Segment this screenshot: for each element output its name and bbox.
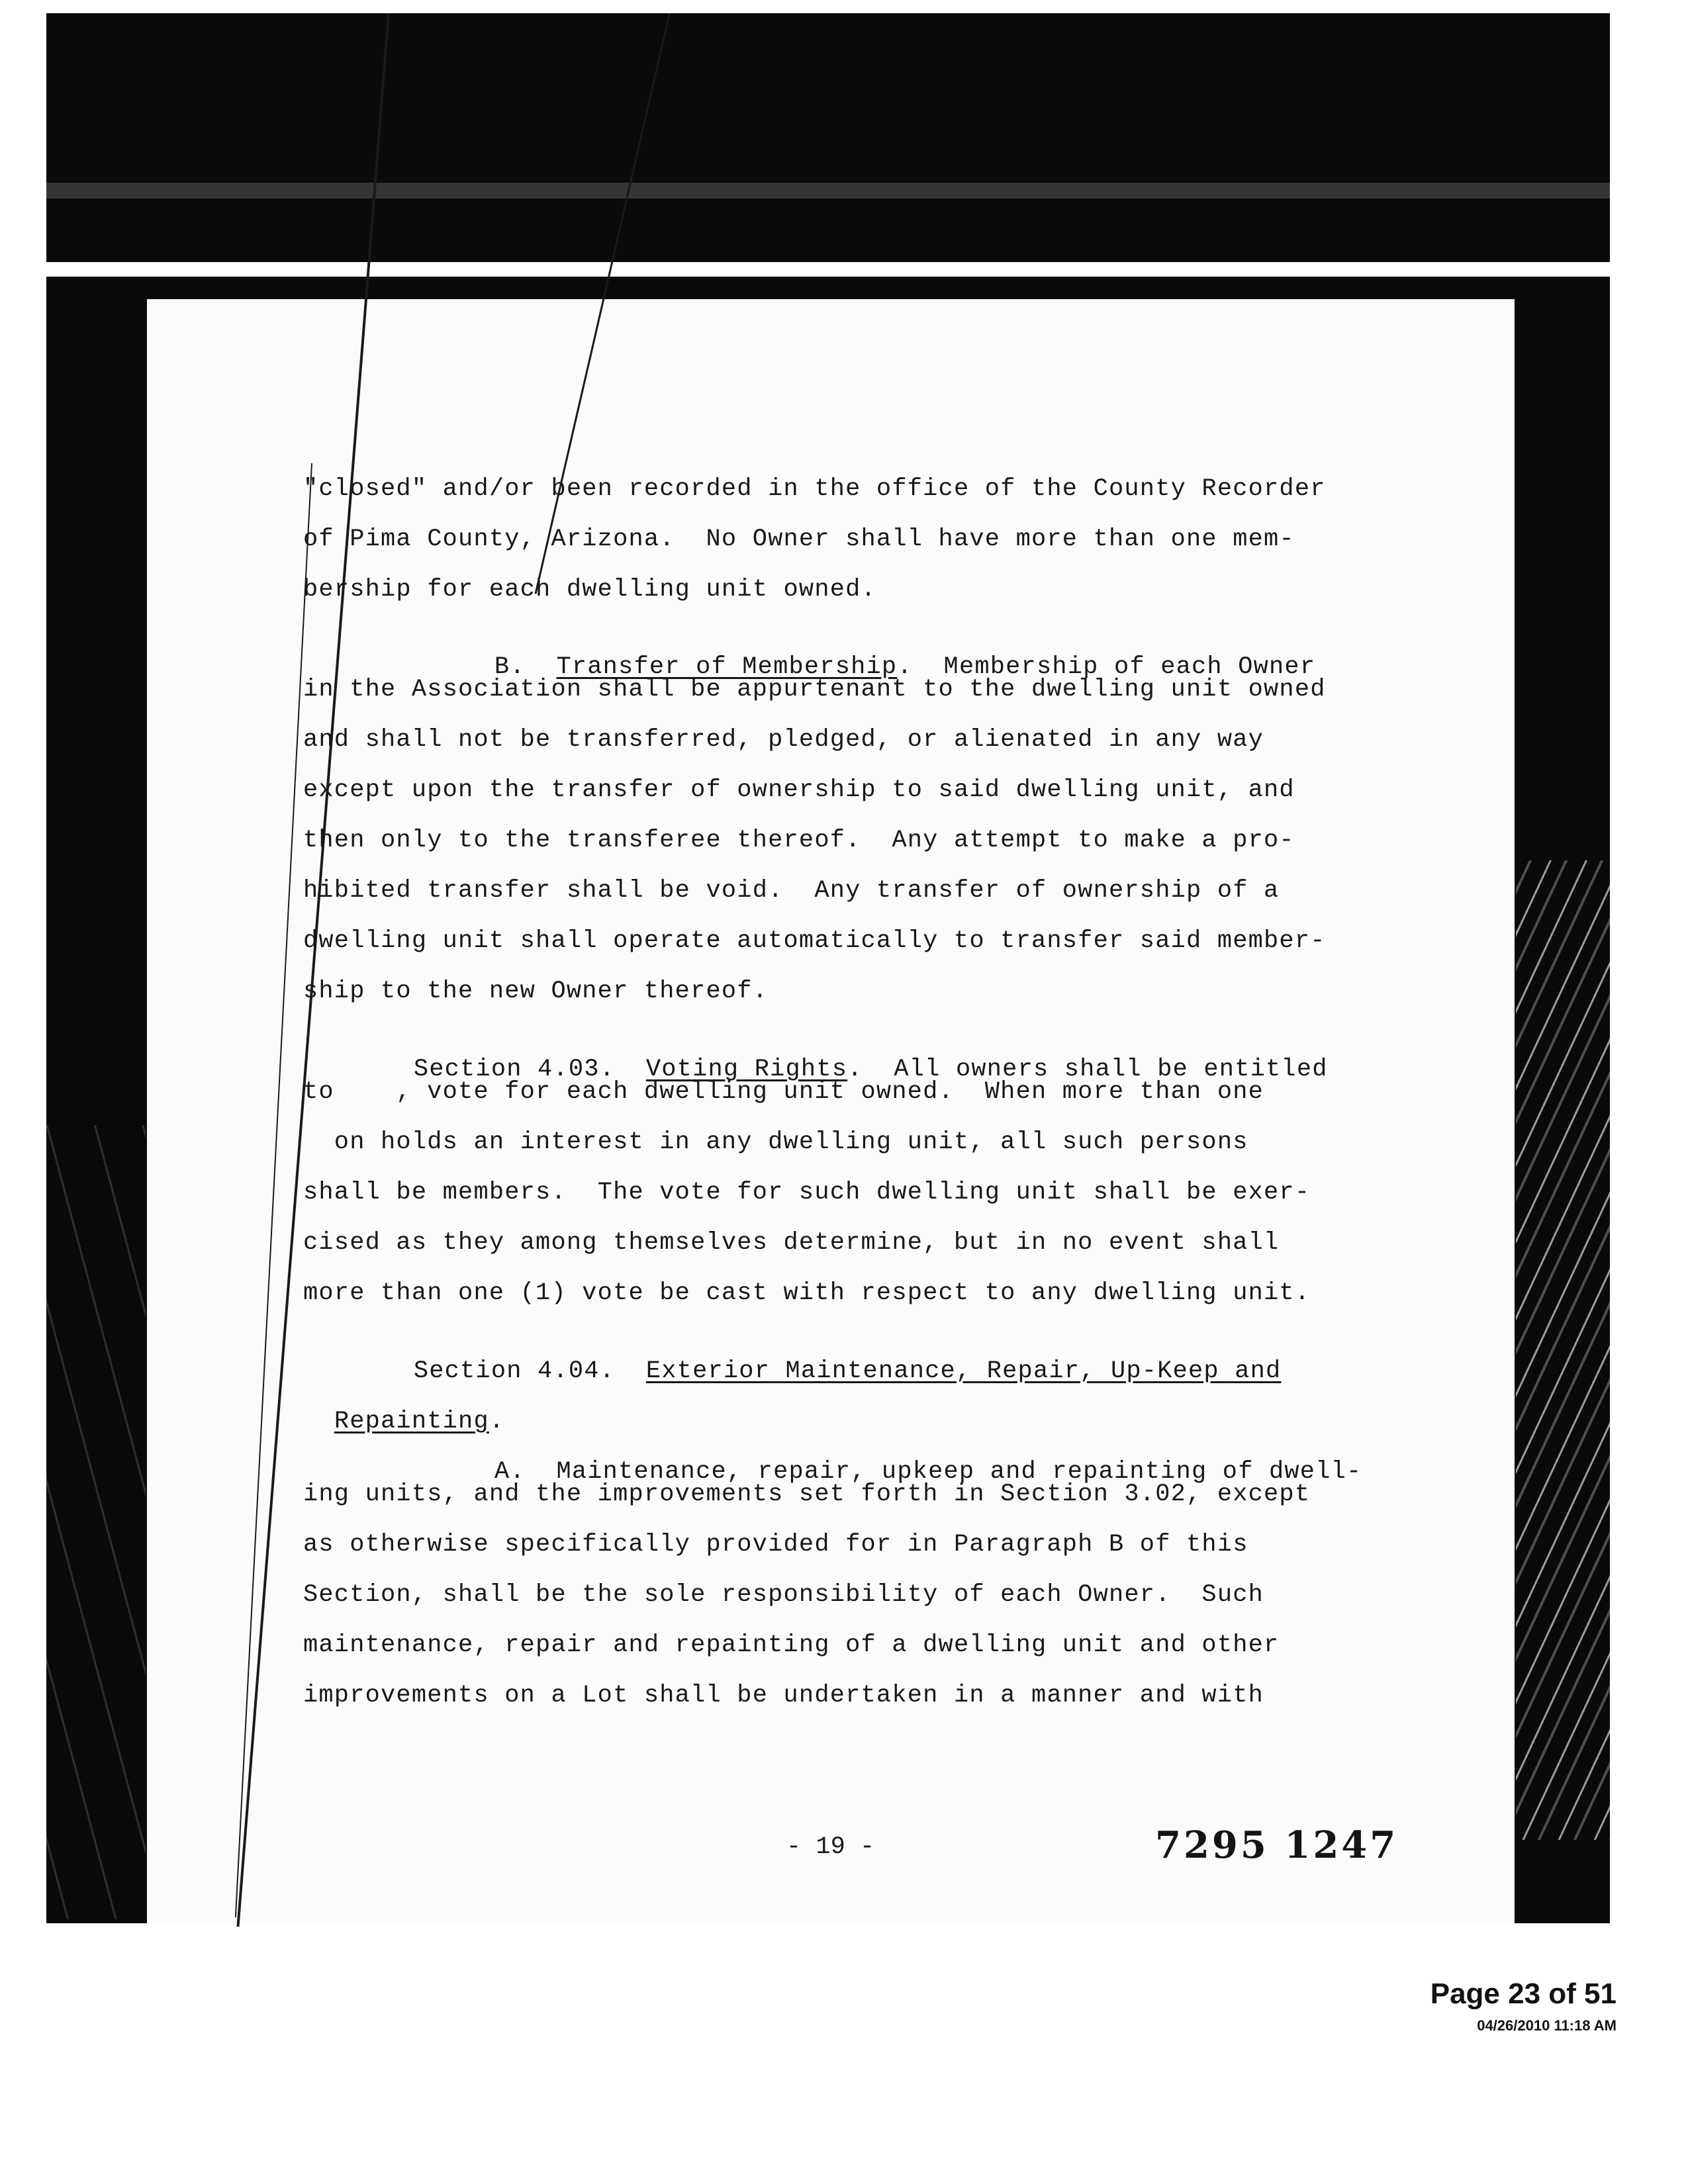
body-line-8: then only to the transferee thereof. Any attempt to make a pro- xyxy=(303,827,1295,854)
subsection-a-text: Maintenance, repair, upkeep and repainting of dwell- xyxy=(556,1458,1362,1486)
body-line-10: dwelling unit shall operate automatically to transfer said member- xyxy=(303,927,1326,955)
document-page-number: - 19 - xyxy=(786,1833,875,1861)
body-line-23: Section, shall be the sole responsibility of each Owner. Such xyxy=(303,1581,1264,1609)
body-line-13: to , vote for each dwelling unit owned. When more than one xyxy=(303,1078,1264,1106)
body-line-3: bership for each dwelling unit owned. xyxy=(303,576,876,604)
subsection-b-marker: B. xyxy=(494,653,526,681)
body-line-15: shall be members. The vote for such dwelling unit shall be exer- xyxy=(303,1179,1311,1206)
repainting-heading: Repainting xyxy=(334,1408,489,1435)
subsection-b-text: . Membership of each Owner xyxy=(897,653,1316,681)
subsection-b-line xyxy=(463,625,1315,681)
scan-streak xyxy=(46,183,1610,199)
recording-book-page-stamp: 7295 1247 xyxy=(1155,1823,1399,1867)
body-line-17: more than one (1) vote be cast with respect to any dwelling unit. xyxy=(303,1279,1311,1307)
body-line-22: as otherwise specifically provided for in Paragraph B of this xyxy=(303,1531,1248,1559)
body-line-5: in the Association shall be appurtenant to the dwelling unit owned xyxy=(303,676,1326,704)
voting-rights-heading: Voting Rights xyxy=(645,1056,848,1083)
body-line-9: hibited transfer shall be void. Any transfer of ownership of a xyxy=(303,877,1280,905)
viewer-timestamp: 04/26/2010 11:18 AM xyxy=(1477,2017,1617,2034)
body-line-7: except upon the transfer of ownership to said dwelling unit, and xyxy=(303,776,1295,804)
section-403-line xyxy=(383,1028,1328,1083)
body-line-6: and shall not be transferred, pledged, or alienated in any way xyxy=(303,726,1264,754)
section-403-text: . All owners shall be entitled xyxy=(847,1056,1328,1083)
body-line-11: ship to the new Owner thereof. xyxy=(303,978,769,1005)
exterior-maintenance-heading: Exterior Maintenance, Repair, Up-Keep and xyxy=(645,1357,1282,1385)
section-403-number: Section 4.03. xyxy=(413,1056,616,1083)
subsection-a-line xyxy=(463,1430,1362,1486)
section-404-number: Section 4.04. xyxy=(413,1357,616,1385)
section-404-line-2 xyxy=(303,1380,504,1435)
body-line-21: ing units, and the improvements set forth in Section 3.02, except xyxy=(303,1480,1311,1508)
body-line-24: maintenance, repair and repainting of a dwelling unit and other xyxy=(303,1631,1280,1659)
scan-noise-right xyxy=(1516,860,1610,1840)
transfer-membership-heading: Transfer of Membership xyxy=(556,653,898,681)
body-line-14: on holds an interest in any dwelling unit, all such persons xyxy=(303,1128,1248,1156)
body-line-1: "closed" and/or been recorded in the office of the County Recorder xyxy=(303,475,1326,503)
viewer-page-counter: Page 23 of 51 xyxy=(1430,1978,1617,2010)
subsection-a-marker: A. xyxy=(494,1458,526,1486)
repainting-period: . xyxy=(489,1408,505,1435)
body-line-25: improvements on a Lot shall be undertaken in a manner and with xyxy=(303,1682,1264,1709)
body-line-16: cised as they among themselves determine, but in no event shall xyxy=(303,1229,1280,1257)
section-404-line xyxy=(383,1330,1281,1385)
scan-top-dark-band xyxy=(46,13,1610,262)
body-line-2: of Pima County, Arizona. No Owner shall have more than one mem- xyxy=(303,525,1295,553)
scan-noise-left xyxy=(46,1125,146,1919)
